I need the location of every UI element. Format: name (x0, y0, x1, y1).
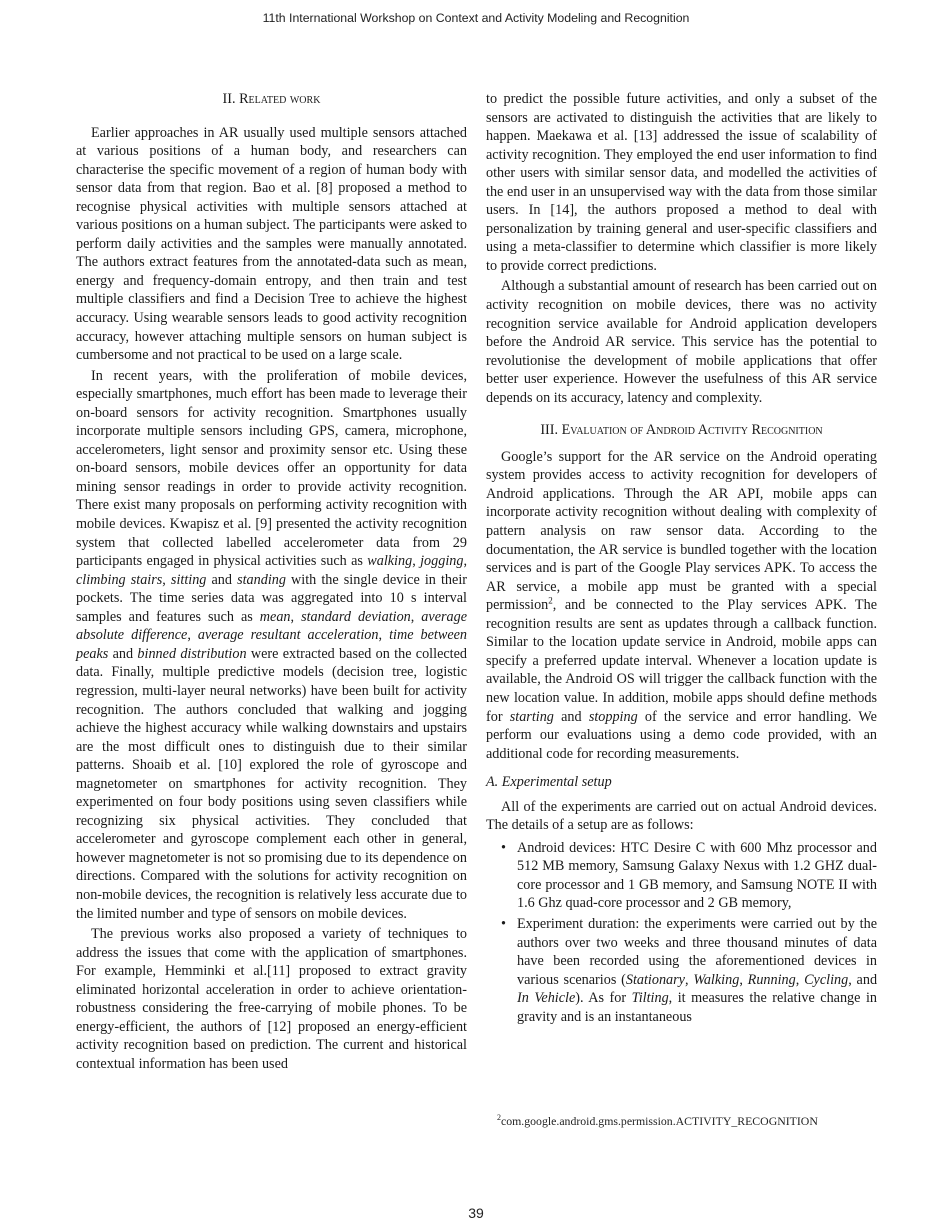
subsection-heading-experimental-setup: A. Experimental setup (486, 774, 612, 791)
paragraph-continuation: to predict the possible future activities, and only a subset of the sensors are activated to distinguish the activities that are likely to happen. Maekawa et al. [13] addressed the issue of scalability of activity recognition. They employed the end user information to find other users with similar sensor data, and modelled the activities of the end user in an unsupervised way with the data from those similar users. In [14], the authors proposed a method to deal with personalization by training general and user-specific classifiers and using a meta-classifier to determine which classifier is more likely to provide correct predictions. (486, 91, 877, 274)
footnote-text: com.google.android.gms.permission.ACTIVITY_RECOGNITION (501, 1113, 818, 1128)
left-column (76, 90, 467, 1073)
paragraph: The previous works also proposed a variety of techniques to address the issues that come with the application of smartphones. For example, Hemminki et al.[11] proposed to extract gravity eliminated horizontal acceleration in order to achieve orientation-robustness considering the free-carrying of mobile phones. To be energy-efficient, the authors of [12] proposed an energy-efficient activity recognition based on prediction. The current and historical contextual information has been used (76, 926, 467, 1072)
paragraph: In recent years, with the proliferation of mobile devices, especially smartphones, much effort has been made to leverage their on-board sensors for activity recognition. Smartphones usually incorporate multiple sensors including GPS, camera, microphone, accelerometers, light sensor and proximity sensor etc. Using these on-board sensors, mobile devices offer an opportunity for data mining sensor readings in order to provide activity recognition. There exist many proposals on performing activity recognition with mobile devices. Kwapisz et al. [9] presented the activity recognition system that collected labelled accelerometer data from 29 participants engaged in physical activities such as walking, jogging, climbing stairs, sitting and standing with the single device in their pockets. The time series data was aggregated into 10 s interval samples and features such as mean, standard deviation, average absolute difference, average resultant acceleration, time between peaks and binned distribution were extracted based on the collected data. Finally, multiple predictive models (decision tree, logistic regression, multi-layer neural networks) have been built for activity recognition. The authors concluded that walking and jogging achieve the highest accuracy while walking downstairs and upstairs are the most difficult ones to distinguish due to their similar patterns. Shoaib et al. [10] explored the role of gyroscope and magnetometer on smartphones for activity recognition. They experimented on four body positions using seven classifiers while recognizing six physical activities. They concluded that accelerometer and gyroscope complement each other in general, however magnetometer is not so promising due to its dependence on directions. Compared with the solutions for activity recognition on non-mobile devices, the recognition is relatively less accurate due to the limited number and type of sensors on mobile devices. (76, 367, 468, 922)
footnote-mark: 2 (497, 1113, 501, 1122)
running-header: 11th International Workshop on Context and Activity Modeling and Recognition (262, 11, 690, 25)
paragraph: All of the experiments are carried out on actual Android devices. The details of a setup are as follows: (486, 798, 877, 834)
section-title: Related work (239, 91, 321, 107)
section-number: III. (540, 422, 559, 439)
section-number: II. (222, 91, 236, 107)
paragraph: Although a substantial amount of research has been carried out on activity recognition on mobile devices, there was no activity recognition service available for Android application developers before the Android AR service. This service has the potential to revolutionise the development of mobile applications that offer better user experience. However the usefulness of this AR service depends on its accuracy, latency and complexity. (486, 278, 877, 406)
list-item: • Android devices: HTC Desire C with 600 Mhz processor and 512 MB memory, Samsung Galaxy Nexus with 1.2 GHZ dual-core processor and 1 GB memory, and Samsung NOTE II with 1.6 Ghz quad-core processor and 2 GB memory, (517, 839, 877, 913)
footnote-marker[interactable]: 2 (548, 595, 553, 606)
setup-list (486, 839, 877, 1026)
right-column (486, 90, 877, 1026)
section-heading-related-work (76, 90, 467, 109)
list-item: • Experiment duration: the experiments were carried out by the authors over two weeks and three thousand minutes of data have been recorded using the aforementioned devices in various scenarios (Stationary, Walking, Running, Cycling, and In Vehicle). As for Tilting, it measures the relative change in gravity and is an instantaneous (517, 915, 877, 1026)
paragraph: Google’s support for the AR service on the Android operating system provides access to activity recognition for developers of Android applications. Through the AR API, mobile apps can incorporate activity recognition without dealing with complexity of pattern analysis on raw sensor data. According to the documentation, the AR service is bundled together with the location services and is part of the Google Play services APK. To access the AR service, a mobile app must be granted with a special permission$^2$, and be connected to the Play services APK. The recognition results are sent as updates through a callback function. Similar to the location update service in Android, mobile apps can specify a preferred update interval. Whenever a location update is available, the Android OS will trigger the callback function with the new location value. In addition, mobile apps should define methods for starting and stopping of the service and error handling. We perform our evaluations using a demo code provided, with an additional code for recording measurements. (486, 448, 877, 762)
section-title: Evaluation of Android Activity Recognition (561, 422, 823, 439)
page-number: 39 (468, 1205, 484, 1221)
section-heading-evaluation (486, 421, 877, 440)
paragraph: Earlier approaches in AR usually used multiple sensors attached at various positions of a human body, and researchers can characterise the specific movement of a region of human body with sensor data from that region. Bao et al. [8] proposed a method to recognise physical activities with multiple sensors attached at various positions on a human subject. The participants were asked to perform daily activities and the samples were manually annotated. The authors extract features from the annotated-data such as mean, energy and frequency-domain entropy, and then train and test multiple classifiers and find a Decision Tree to achieve the highest accuracy. Using wearable sensors leads to good activity recognition accuracy, however attaching multiple sensors on human subject is cumbersome and not practical to be used on a large scale. (76, 124, 467, 364)
footnote (497, 1113, 917, 1129)
